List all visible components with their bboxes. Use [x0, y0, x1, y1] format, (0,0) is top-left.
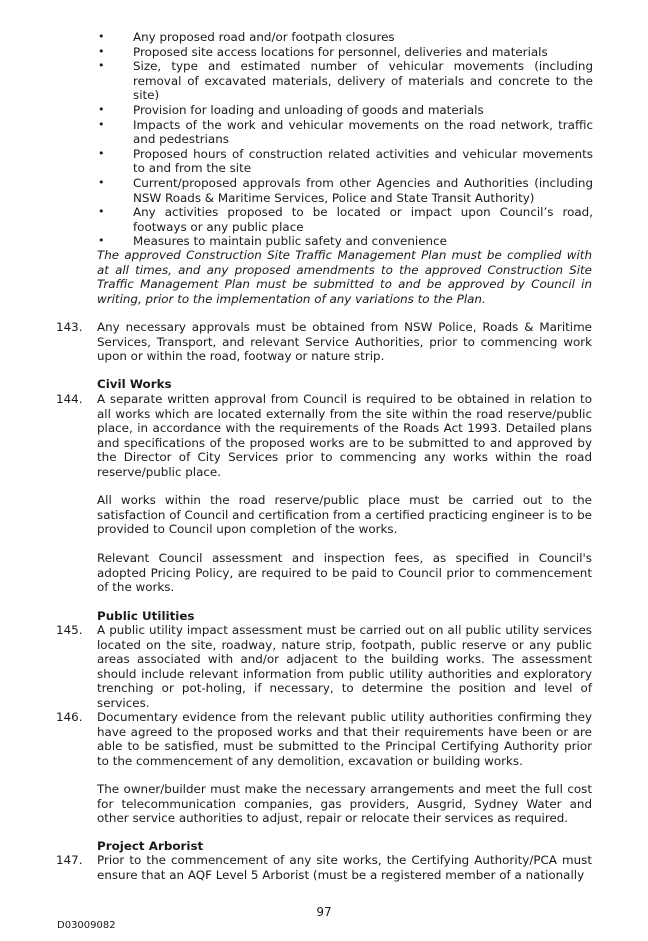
- bullet-icon: •: [98, 117, 105, 131]
- bullet-item: • Size, type and estimated number of vehicular movements (including removal of excavated materials, delivery of materials and concrete to the site): [98, 59, 593, 103]
- requirements-bullet-list: [0, 30, 648, 249]
- bullet-icon: •: [98, 30, 105, 43]
- section-heading-project-arborist: Project Arborist: [97, 839, 204, 853]
- bullet-item: • Measures to maintain public safety and convenience: [98, 234, 447, 249]
- bullet-icon: •: [98, 44, 105, 58]
- bullet-icon: •: [98, 175, 105, 189]
- bullet-item: • Proposed site access locations for personnel, deliveries and materials: [98, 44, 548, 59]
- bullet-icon: •: [98, 234, 105, 248]
- condition-146-paragraph-2: The owner/builder must make the necessary arrangements and meet the full cost for telecommunication companies, gas providers, Ausgrid, Sydney Water and other service authorities to adjust, repair or relocate their services as required.: [97, 782, 592, 826]
- traffic-plan-note: The approved Construction Site Traffic Management Plan must be complied with at all times, and any proposed amendments to the approved Construction Site Traffic Management Plan must be submitted to and be approved by Council in writing, prior to the implementation of any variations to the Plan.: [97, 248, 592, 306]
- condition-number: 147.: [56, 853, 83, 867]
- bullet-item: • Provision for loading and unloading of goods and materials: [98, 102, 484, 117]
- bullet-item: • Impacts of the work and vehicular movements on the road network, traffic and pedestrians: [98, 117, 593, 147]
- condition-144-paragraph-2: All works within the road reserve/public place must be carried out to the satisfaction of Council and certification from a certified practicing engineer is to be provided to Council upon completion of the works.: [97, 493, 592, 537]
- condition-number: 146.: [56, 710, 83, 724]
- condition-number: 145.: [56, 623, 83, 637]
- condition-146: Documentary evidence from the relevant public utility authorities confirming they have agreed to the proposed works and that their requirements have been or are able to be satisfied, must be submitted to the Principal Certifying Authority prior to the commencement of any demolition, excavation or building works.: [97, 710, 592, 768]
- bullet-item: • Current/proposed approvals from other Agencies and Authorities (including NSW Roads & Maritime Services, Police and State Transit Authority): [98, 175, 593, 205]
- section-heading-public-utilities: Public Utilities: [97, 609, 195, 623]
- document-id: D03009082: [57, 920, 116, 931]
- page-number: 97: [316, 905, 332, 919]
- condition-number: 144.: [56, 392, 83, 406]
- section-heading-civil-works: Civil Works: [97, 377, 172, 391]
- condition-144-paragraph-3: Relevant Council assessment and inspection fees, as specified in Council's adopted Pricing Policy, are required to be paid to Council prior to commencement of the works.: [97, 551, 592, 595]
- condition-143: Any necessary approvals must be obtained from NSW Police, Roads & Maritime Services, Transport, and relevant Service Authorities, prior to commencing work upon or within the road, footway or nature strip.: [97, 320, 592, 364]
- condition-number: 143.: [56, 320, 83, 334]
- bullet-icon: •: [98, 102, 105, 116]
- condition-145: A public utility impact assessment must be carried out on all public utility services located on the site, roadway, nature strip, footpath, public reserve or any public areas associated with and/or adjacent to the building works. The assessment should include relevant information from public utility authorities and exploratory trenching or pot-holing, if necessary, to determine the position and level of services.: [97, 623, 592, 710]
- bullet-icon: •: [98, 146, 105, 160]
- bullet-item: • Proposed hours of construction related activities and vehicular movements to and from the site: [98, 146, 593, 176]
- bullet-icon: •: [98, 59, 105, 73]
- condition-144: A separate written approval from Council is required to be obtained in relation to all works which are located externally from the site within the road reserve/public place, in accordance with the requirements of the Roads Act 1993. Detailed plans and specifications of the proposed works are to be submitted to and approved by the Director of City Services prior to commencing any works within the road reserve/public place.: [97, 392, 592, 479]
- bullet-item: • Any proposed road and/or footpath closures: [98, 30, 395, 44]
- condition-147: Prior to the commencement of any site works, the Certifying Authority/PCA must ensure that an AQF Level 5 Arborist (must be a registered member of a nationally: [97, 853, 592, 882]
- bullet-item: • Any activities proposed to be located or impact upon Council’s road, footways or any public place: [98, 205, 593, 234]
- bullet-icon: •: [98, 205, 105, 219]
